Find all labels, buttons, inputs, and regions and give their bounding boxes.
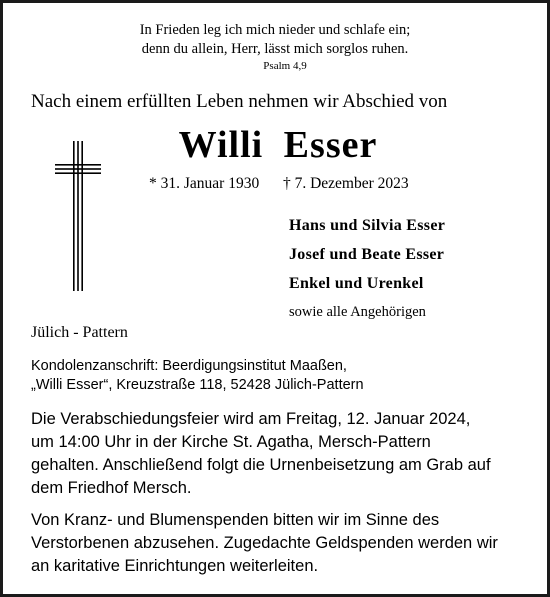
intro-text: Nach einem erfüllten Leben nehmen wir Abschied von <box>31 91 448 112</box>
verse-line-2: denn du allein, Herr, lässt mich sorglos ruhen. <box>141 41 409 57</box>
place-name: Jülich - Pattern <box>31 324 128 341</box>
ceremony-line-3: gehalten. Anschließend folgt die Urnenbeisetzung am Grab auf <box>31 456 491 474</box>
donations-line-3: an karitative Einrichtungen weiterleiten. <box>31 557 319 575</box>
condolence-line-1: Kondolenzanschrift: Beerdigungsinstitut Maaßen, <box>31 358 347 374</box>
relatives-line: sowie alle Angehörigen <box>289 304 426 320</box>
family-line-1: Hans und Silvia Esser <box>289 217 446 234</box>
ceremony-line-2: um 14:00 Uhr in der Kirche St. Agatha, Mersch-Pattern <box>31 433 431 451</box>
death-date: † 7. Dezember 2023 <box>282 175 409 192</box>
family-line-3: Enkel und Urenkel <box>289 275 424 292</box>
life-dates <box>149 175 409 193</box>
donations-line-1: Von Kranz- und Blumenspenden bitten wir im Sinne des <box>31 511 440 529</box>
ceremony-paragraph <box>31 408 531 500</box>
donations-paragraph <box>31 509 531 578</box>
deceased-name: Willi Esser <box>178 124 378 166</box>
family-line-2: Josef und Beate Esser <box>289 246 445 263</box>
verse-line-1: In Frieden leg ich mich nieder und schlafe ein; <box>139 22 411 38</box>
ceremony-line-1: Die Verabschiedungsfeier wird am Freitag, 12. Januar 2024, <box>31 410 471 428</box>
cross-icon <box>55 141 101 296</box>
donations-line-2: Verstorbenen abzusehen. Zugedachte Geldspenden werden wir <box>31 534 498 552</box>
ceremony-line-4: dem Friedhof Mersch. <box>31 479 192 497</box>
condolence-line-2: „Willi Esser“, Kreuzstraße 118, 52428 Jülich-Pattern <box>31 377 364 393</box>
birth-date: * 31. Januar 1930 <box>149 175 260 192</box>
verse-reference: Psalm 4,9 <box>263 60 307 72</box>
